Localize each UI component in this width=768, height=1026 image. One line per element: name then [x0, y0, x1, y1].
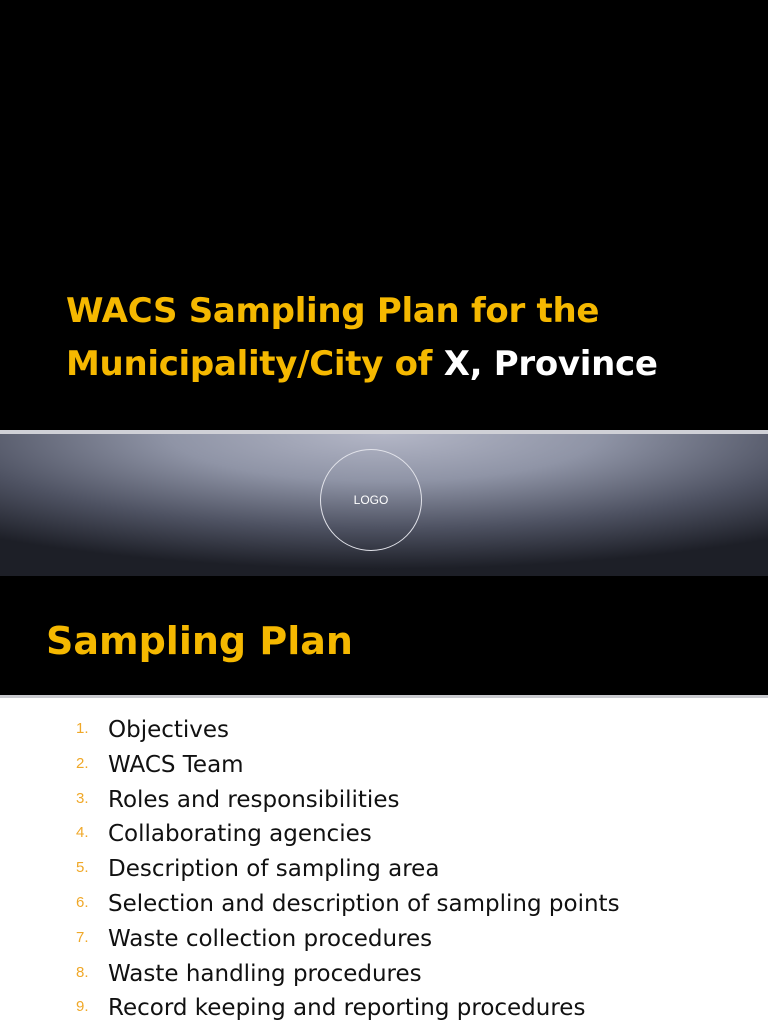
list-text: Roles and responsibilities	[108, 786, 400, 813]
list-text: Waste handling procedures	[108, 960, 422, 987]
title-location: X, Province	[443, 344, 658, 384]
list-item	[0, 748, 768, 783]
list-number: 1.	[76, 720, 89, 737]
title-line-2	[66, 338, 756, 391]
list-text: Waste collection procedures	[108, 925, 433, 952]
list-number: 6.	[76, 893, 89, 911]
list-number: 2.	[76, 754, 89, 772]
sampling-plan-list	[0, 713, 768, 1026]
list-item	[0, 991, 768, 1026]
list-item	[0, 957, 768, 992]
slide-title	[66, 285, 756, 391]
list-number: 8.	[76, 963, 89, 981]
list-text: Description of sampling area	[108, 856, 440, 883]
list-item	[0, 713, 768, 748]
title-line-1: WACS Sampling Plan for the	[66, 291, 600, 331]
header-divider	[0, 695, 768, 698]
list-item	[0, 783, 768, 818]
list-number: 7.	[76, 928, 89, 946]
list-item	[0, 922, 768, 957]
list-item	[0, 852, 768, 887]
list-item	[0, 817, 768, 852]
list-number: 9.	[76, 998, 89, 1016]
list-text: Selection and description of sampling points	[108, 890, 620, 917]
list-number: 3.	[76, 789, 89, 807]
list-number: 5.	[76, 859, 89, 877]
list-item	[0, 887, 768, 922]
list-text: Record keeping and reporting procedures	[108, 995, 586, 1022]
list-text: Collaborating agencies	[108, 821, 372, 848]
section-title: Sampling Plan	[46, 619, 353, 663]
logo-text: LOGO	[353, 493, 389, 507]
title-line-2-prefix: Municipality/City of	[66, 344, 444, 384]
list-text: WACS Team	[108, 751, 244, 778]
logo-placeholder	[320, 449, 422, 551]
list-text: Objectives	[108, 717, 230, 743]
list-number: 4.	[76, 824, 89, 842]
